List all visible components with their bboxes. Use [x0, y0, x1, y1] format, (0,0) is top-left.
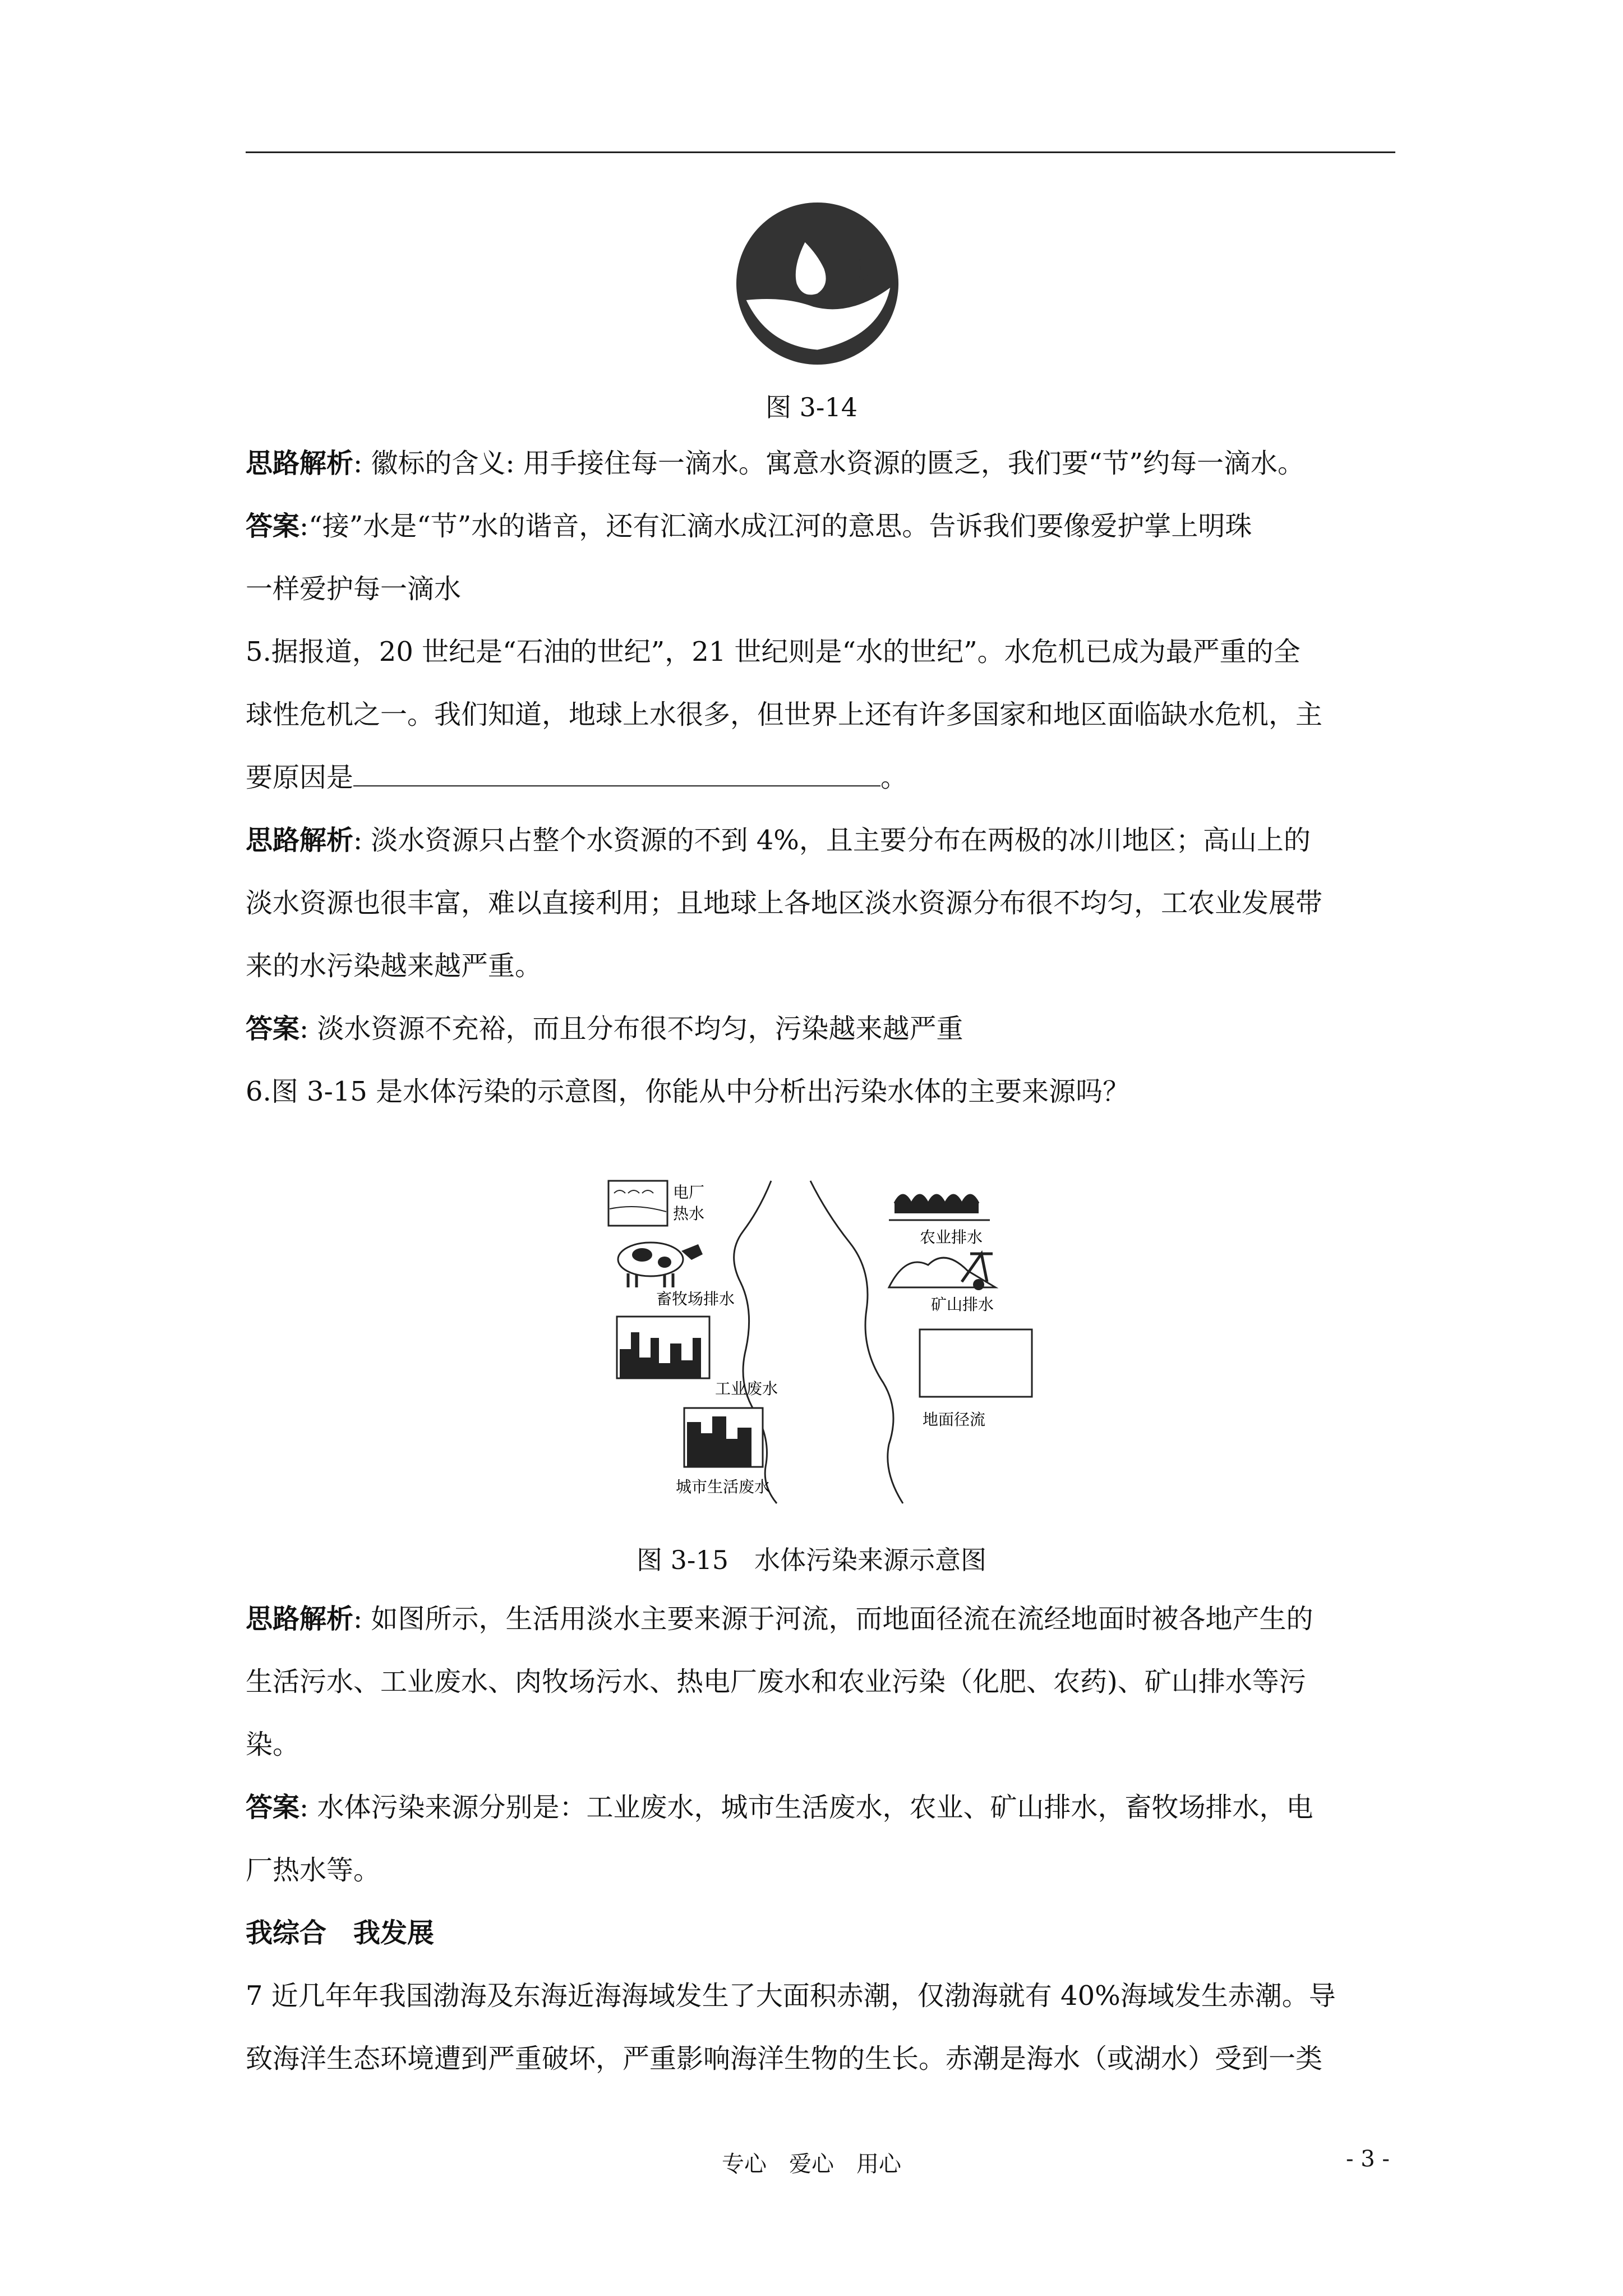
- analysis-text: : 如图所示，生活用淡水主要来源于河流，而地面径流在流经地面时被各地产生的: [353, 1603, 1313, 1635]
- figure-caption: 图 3-15 水体污染来源示意图: [637, 1545, 986, 1575]
- analysis-label: 思路解析: [246, 825, 354, 856]
- analysis-label: 思路解析: [246, 1603, 354, 1635]
- river-right-bank: [810, 1181, 903, 1503]
- label-power-plant-1: 电厂: [673, 1183, 705, 1202]
- figure-caption: 图 3-14: [766, 392, 857, 422]
- label-city: 城市生活废水: [676, 1478, 771, 1496]
- analysis-text: 来的水污染越来越严重。: [246, 950, 542, 982]
- analysis-text: : 徽标的含义: 用手接住每一滴水。寓意水资源的匮乏，我们要“节”约每一滴水。: [353, 448, 1304, 479]
- answer-label: 答案: [246, 1792, 300, 1823]
- label-mine: 矿山排水: [931, 1295, 994, 1314]
- label-industry: 工业废水: [715, 1379, 778, 1398]
- question-text: 5.据报道，20 世纪是“石油的世纪”，21 世纪则是“水的世纪”。水危机已成为最严重的全: [246, 636, 1301, 668]
- question-4-block: [246, 432, 1396, 1123]
- answer-blank[interactable]: [353, 763, 880, 786]
- runoff-box: [920, 1329, 1032, 1397]
- answer-text: 一样爱护每一滴水: [246, 573, 462, 605]
- cow-icon: [618, 1243, 703, 1287]
- question-text: 要原因是: [246, 762, 354, 793]
- question-text: 。: [880, 762, 908, 793]
- answer-text: : 水体污染来源分别是：工业废水，城市生活废水，农业、矿山排水，畜牧场排水，电: [299, 1792, 1313, 1823]
- page-number: - 3 -: [1346, 2146, 1390, 2172]
- label-livestock: 畜牧场排水: [656, 1290, 735, 1308]
- analysis-text: 生活污水、工业废水、肉牧场污水、热电厂废水和农业污染（化肥、农药)、矿山排水等污: [246, 1666, 1306, 1697]
- analysis-text: : 淡水资源只占整个水资源的不到 4%，且主要分布在两极的冰川地区；高山上的: [353, 825, 1311, 856]
- answer-label: 答案: [246, 510, 300, 542]
- analysis-text: 淡水资源也很丰富，难以直接利用；且地球上各地区淡水资源分布很不均匀，工农业发展带: [246, 887, 1323, 919]
- answer-text: 厂热水等。: [246, 1855, 381, 1886]
- question-6-block: [246, 1588, 1396, 2090]
- label-runoff: 地面径流: [923, 1410, 986, 1429]
- section-heading: 我综合 我发展: [246, 1917, 435, 1949]
- mine-icon: [889, 1254, 995, 1290]
- water-saving-emblem: [735, 201, 900, 366]
- question-text: 6.图 3-15 是水体污染的示意图，你能从中分析出污染水体的主要来源吗？: [246, 1076, 1130, 1107]
- answer-text: : 淡水资源不充裕，而且分布很不均匀，污染越来越严重: [299, 1013, 963, 1045]
- question-text: 球性危机之一。我们知道，地球上水很多，但世界上还有许多国家和地区面临缺水危机，主: [246, 699, 1323, 730]
- header-rule: [246, 151, 1395, 153]
- analysis-text: 染。: [246, 1729, 300, 1760]
- label-agriculture: 农业排水: [920, 1228, 983, 1246]
- agriculture-icon: [889, 1195, 990, 1220]
- answer-text: :“接”水是“节”水的谐音，还有汇滴水成江河的意思。告诉我们要像爱护掌上明珠: [299, 510, 1252, 542]
- answer-label: 答案: [246, 1013, 300, 1045]
- analysis-label: 思路解析: [246, 448, 354, 479]
- question-text: 致海洋生态环境遭到严重破坏，严重影响海洋生物的生长。赤潮是海水（或湖水）受到一类: [246, 2043, 1323, 2074]
- label-power-plant-2: 热水: [673, 1204, 705, 1223]
- footer-motto: 专心 爱心 用心: [722, 2151, 901, 2177]
- water-pollution-diagram: [603, 1170, 1063, 1506]
- city-icon: [684, 1408, 763, 1467]
- factory-icon: [617, 1317, 709, 1378]
- question-text: 7 近几年年我国渤海及东海近海海域发生了大面积赤潮，仅渤海就有 40%海域发生赤潮。导: [246, 1980, 1336, 2012]
- power-plant-icon: [608, 1181, 667, 1226]
